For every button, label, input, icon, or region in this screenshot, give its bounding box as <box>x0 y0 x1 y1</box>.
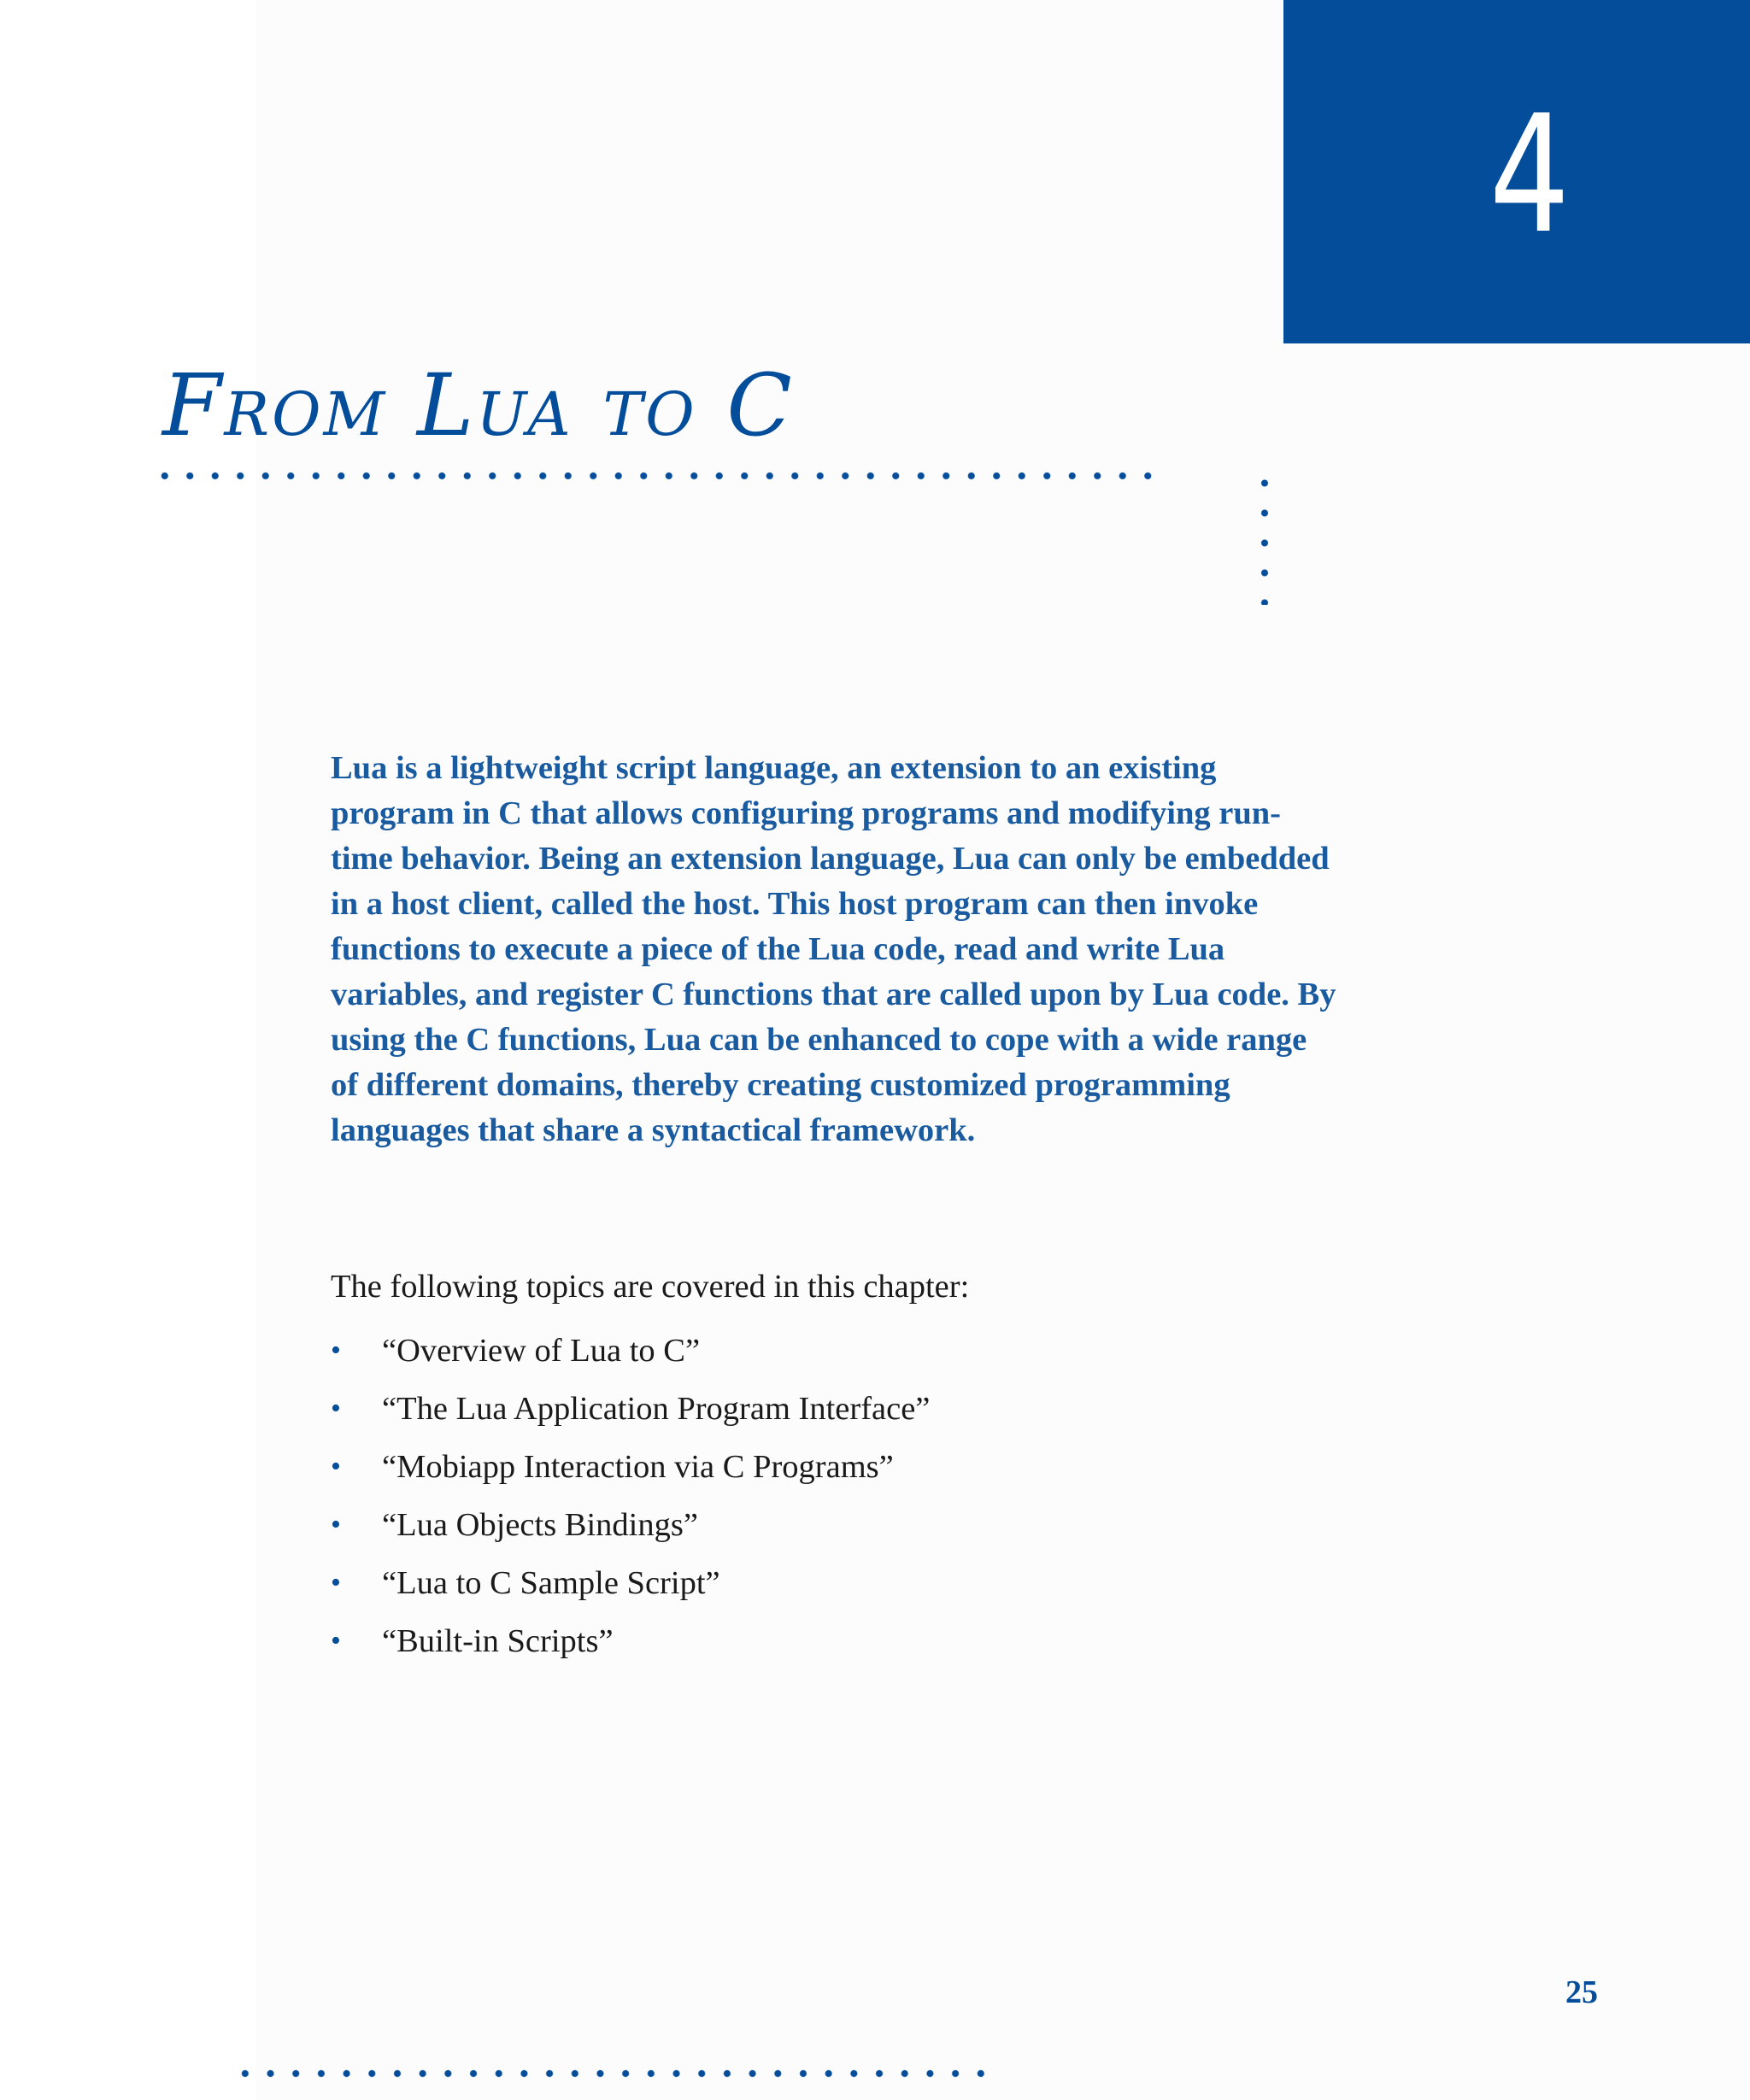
page-number: 25 <box>1565 1974 1598 2010</box>
chapter-title: From Lua to C <box>162 355 795 455</box>
topic-link[interactable]: “Overview of Lua to C” <box>382 1333 701 1369</box>
bullet-icon: • <box>331 1451 341 1482</box>
topic-link[interactable]: “Built-in Scripts” <box>382 1623 614 1659</box>
topic-link[interactable]: “Mobiapp Interaction via C Programs” <box>382 1449 894 1485</box>
chapter-number: 4 <box>1489 80 1571 269</box>
topic-link[interactable]: “Lua to C Sample Script” <box>382 1565 720 1601</box>
topic-link[interactable]: “Lua Objects Bindings” <box>382 1507 698 1543</box>
bullet-icon: • <box>331 1393 341 1424</box>
bullet-icon: • <box>331 1625 341 1657</box>
bullet-icon: • <box>331 1509 341 1540</box>
dotted-rule-vertical <box>1260 468 1269 605</box>
dotted-rule-bottom <box>232 2069 995 2078</box>
dotted-rule-top <box>152 472 1160 480</box>
chapter-intro-paragraph: Lua is a lightweight script language, an extension to an existing program in C that allows configuring programs and modifying run-time behavior. Being an extension language, Lua can only be embedded in a host client, called the host. This host program can then invoke functions to execute a piece of the Lua code, read and write Lua variables, and register C functions that are called upon by Lua code. By using the C functions, Lua can be enhanced to cope with a wide range of different domains, thereby creating customized programming languages that share a syntactical framework. <box>331 750 1336 1148</box>
bullet-icon: • <box>331 1567 341 1598</box>
topic-link[interactable]: “The Lua Application Program Interface” <box>382 1391 931 1427</box>
bullet-icon: • <box>331 1334 341 1366</box>
topics-lead-text: The following topics are covered in this chapter: <box>331 1269 970 1305</box>
